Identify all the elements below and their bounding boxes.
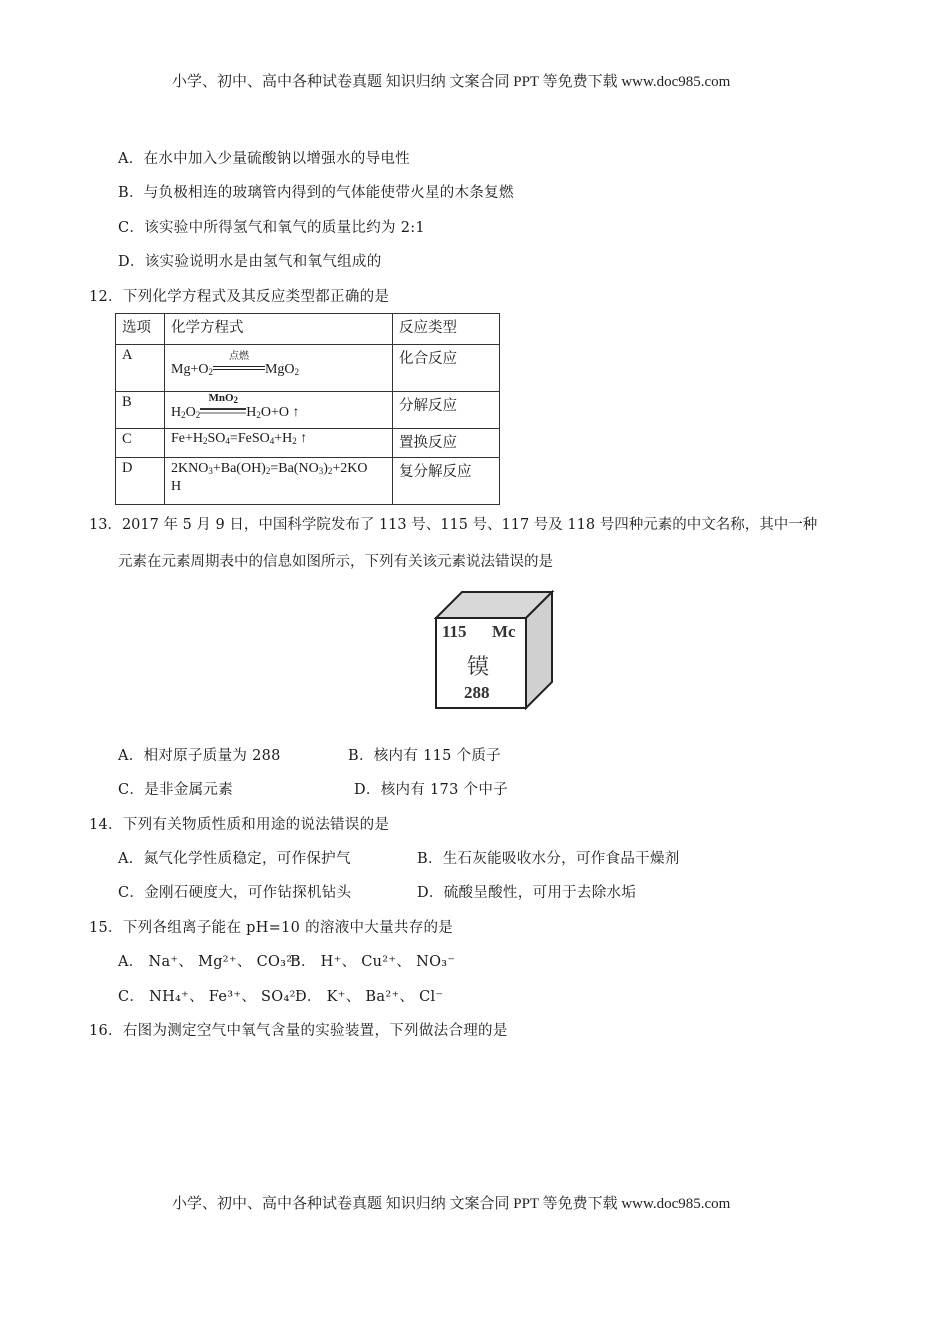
- q15-option-b: B． H⁺、 Cu²⁺、 NO₃⁻: [290, 954, 456, 970]
- cube-icon: [434, 590, 559, 715]
- q13-option-a: A．相对原子质量为 288: [118, 748, 281, 764]
- page-header: 小学、初中、高中各种试卷真题 知识归纳 文案合同 PPT 等免费下载 www.doc985.com: [172, 74, 731, 90]
- row-d-option: D: [116, 458, 165, 505]
- row-d-type: 复分解反应: [393, 458, 500, 505]
- table-row: [116, 429, 500, 458]
- header-type: 反应类型: [393, 314, 500, 345]
- element-mass: 288: [464, 683, 490, 702]
- q15-option-d: D． K⁺、 Ba²⁺、 Cl⁻: [295, 989, 444, 1005]
- row-b-equation: $H_2O_2$ MnO$_2$ $H_2O+O$ ↑: [165, 392, 393, 429]
- row-c-type: 置换反应: [393, 429, 500, 458]
- q11-option-c: C．该实验中所得氢气和氧气的质量比约为 2:1: [118, 220, 425, 236]
- element-cube-figure: [434, 590, 554, 710]
- q14-stem: 14．下列有关物质性质和用途的说法错误的是: [89, 817, 390, 833]
- q14-option-b: B．生石灰能吸收水分，可作食品干燥剂: [417, 851, 680, 867]
- q12-stem: 12．下列化学方程式及其反应类型都正确的是: [89, 289, 390, 305]
- page-footer: 小学、初中、高中各种试卷真题 知识归纳 文案合同 PPT 等免费下载 www.doc985.com: [172, 1196, 731, 1212]
- q12-equation-table: [115, 313, 500, 505]
- q14-option-c: C．金刚石硬度大，可作钻探机钻头: [118, 885, 352, 901]
- q11-option-a: A．在水中加入少量硫酸钠以增强水的导电性: [118, 151, 410, 167]
- row-d-equation: $2KNO_3+Ba(OH)_2=Ba(NO_3)_2+2KO$ H: [165, 458, 393, 505]
- q11-option-b: B．与负极相连的玻璃管内得到的气体能使带火星的木条复燃: [118, 185, 514, 201]
- row-c-option: C: [116, 429, 165, 458]
- table-row: [116, 345, 500, 392]
- q13-option-c: C．是非金属元素: [118, 782, 233, 798]
- row-a-option: A: [116, 345, 165, 392]
- condition-catalyst: MnO$_2$: [200, 400, 246, 418]
- table-row: [116, 458, 500, 505]
- header-option: 选项: [116, 314, 165, 345]
- row-b-type: 分解反应: [393, 392, 500, 429]
- element-symbol: Mc: [492, 622, 516, 641]
- q15-stem: 15．下列各组离子能在 pH=10 的溶液中大量共存的是: [89, 920, 454, 936]
- element-name: 镆: [467, 655, 490, 680]
- row-c-equation: $Fe+H_2SO_4=FeSO_4+H_2$ ↑: [165, 429, 393, 458]
- q16-stem: 16．右图为测定空气中氧气含量的实验装置，下列做法合理的是: [89, 1023, 508, 1039]
- table-header-row: [116, 314, 500, 345]
- q13-option-b: B．核内有 115 个质子: [348, 748, 501, 764]
- row-a-equation: $Mg+O_2$ 点燃 MgO$_2$: [165, 345, 393, 392]
- q15-option-c: C． NH₄⁺、 Fe³⁺、 SO₄²⁻: [118, 989, 304, 1005]
- q14-option-a: A．氮气化学性质稳定，可作保护气: [118, 851, 351, 867]
- element-number: 115: [442, 622, 467, 641]
- q13-stem-line2: 元素在元素周期表中的信息如图所示，下列有关该元素说法错误的是: [118, 554, 553, 570]
- condition-ignite: 点燃: [213, 357, 265, 375]
- table-row: [116, 392, 500, 429]
- row-a-type: 化合反应: [393, 345, 500, 392]
- row-b-option: B: [116, 392, 165, 429]
- header-equation: 化学方程式: [165, 314, 393, 345]
- q14-option-d: D．硫酸呈酸性，可用于去除水垢: [417, 885, 637, 901]
- q13-stem-line1: 13．2017 年 5 月 9 日，中国科学院发布了 113 号、115 号、117 号及 118 号四种元素的中文名称，其中一种: [89, 517, 818, 533]
- q11-option-d: D．该实验说明水是由氢气和氧气组成的: [118, 254, 382, 270]
- q13-option-d: D．核内有 173 个中子: [354, 782, 508, 798]
- q15-option-a: A． Na⁺、 Mg²⁺、 CO₃²⁻: [118, 954, 301, 970]
